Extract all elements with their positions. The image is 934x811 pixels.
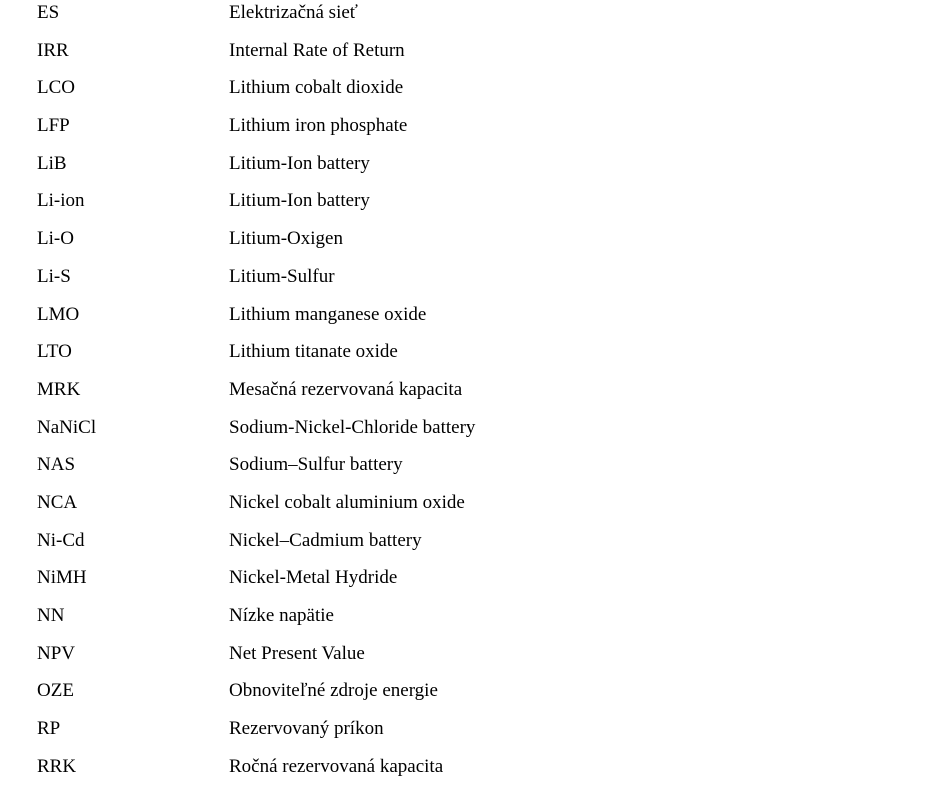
abbreviation-term: NiMH (37, 567, 87, 589)
abbreviation-definition: Mesačná rezervovaná kapacita (229, 378, 463, 400)
abbreviation-term: LCO (37, 77, 75, 99)
abbreviation-definition: Elektrizačná sieť (229, 2, 358, 23)
abbreviation-row (37, 1, 475, 39)
abbreviation-row (37, 453, 475, 491)
abbreviation-term: Li-O (37, 228, 74, 250)
abbreviation-term: IRR (37, 39, 69, 61)
abbreviation-term: LTO (37, 341, 72, 363)
abbreviation-term: RRK (37, 755, 77, 777)
abbreviation-row (37, 755, 475, 793)
abbreviation-definition: Nickel cobalt aluminium oxide (229, 491, 465, 513)
abbreviation-term: OZE (37, 680, 74, 702)
abbreviation-row (37, 265, 475, 303)
abbreviation-definition: Obnoviteľné zdroje energie (229, 680, 438, 702)
abbreviation-term: LMO (37, 303, 80, 325)
abbreviation-list (37, 1, 475, 792)
abbreviation-row (37, 491, 475, 529)
abbreviation-definition: Lithium manganese oxide (229, 303, 427, 325)
abbreviation-row (37, 114, 475, 152)
abbreviation-row (37, 303, 475, 341)
abbreviation-term: ES (37, 2, 60, 23)
abbreviation-term: LiB (37, 152, 67, 174)
abbreviation-row (37, 39, 475, 77)
abbreviation-row (37, 604, 475, 642)
abbreviation-definition: Internal Rate of Return (229, 39, 405, 61)
abbreviation-row (37, 566, 475, 604)
abbreviation-row (37, 416, 475, 454)
abbreviation-row (37, 378, 475, 416)
abbreviation-definition: Litium-Ion battery (229, 152, 370, 174)
abbreviation-row (37, 642, 475, 680)
abbreviation-definition: Ročná rezervovaná kapacita (229, 755, 444, 777)
abbreviation-row (37, 152, 475, 190)
abbreviation-definition: Litium-Ion battery (229, 190, 370, 212)
abbreviation-term: NN (37, 605, 65, 626)
abbreviation-definition: Rezervovaný príkon (229, 718, 384, 740)
abbreviation-term: NCA (37, 491, 78, 513)
abbreviation-definition: Nickel-Metal Hydride (229, 567, 398, 589)
abbreviation-definition: Litium-Oxigen (229, 228, 343, 250)
abbreviation-row (37, 76, 475, 114)
abbreviation-term: NaNiCl (37, 416, 97, 438)
abbreviation-definition: Nízke napätie (229, 605, 334, 626)
abbreviation-row (37, 717, 475, 755)
abbreviation-term: RP (37, 718, 61, 740)
abbreviation-row (37, 227, 475, 265)
abbreviation-definition: Net Present Value (229, 642, 365, 664)
abbreviation-definition: Litium-Sulfur (229, 265, 335, 287)
abbreviation-row (37, 340, 475, 378)
abbreviation-definition: Lithium titanate oxide (229, 341, 398, 363)
abbreviation-definition: Sodium–Sulfur battery (229, 454, 403, 476)
abbreviation-term: Li-ion (37, 190, 85, 212)
abbreviation-term: MRK (37, 378, 81, 400)
abbreviation-row (37, 679, 475, 717)
abbreviation-row (37, 529, 475, 567)
abbreviation-term: NAS (37, 454, 76, 476)
abbreviation-term: LFP (37, 115, 70, 137)
abbreviation-row (37, 189, 475, 227)
abbreviation-definition: Nickel–Cadmium battery (229, 529, 422, 551)
abbreviation-definition: Lithium cobalt dioxide (229, 77, 404, 99)
abbreviation-term: NPV (37, 642, 76, 664)
abbreviation-term: Ni-Cd (37, 529, 85, 551)
abbreviation-term: Li-S (37, 265, 71, 287)
abbreviation-definition: Lithium iron phosphate (229, 115, 408, 137)
abbreviation-definition: Sodium-Nickel-Chloride battery (229, 416, 476, 438)
